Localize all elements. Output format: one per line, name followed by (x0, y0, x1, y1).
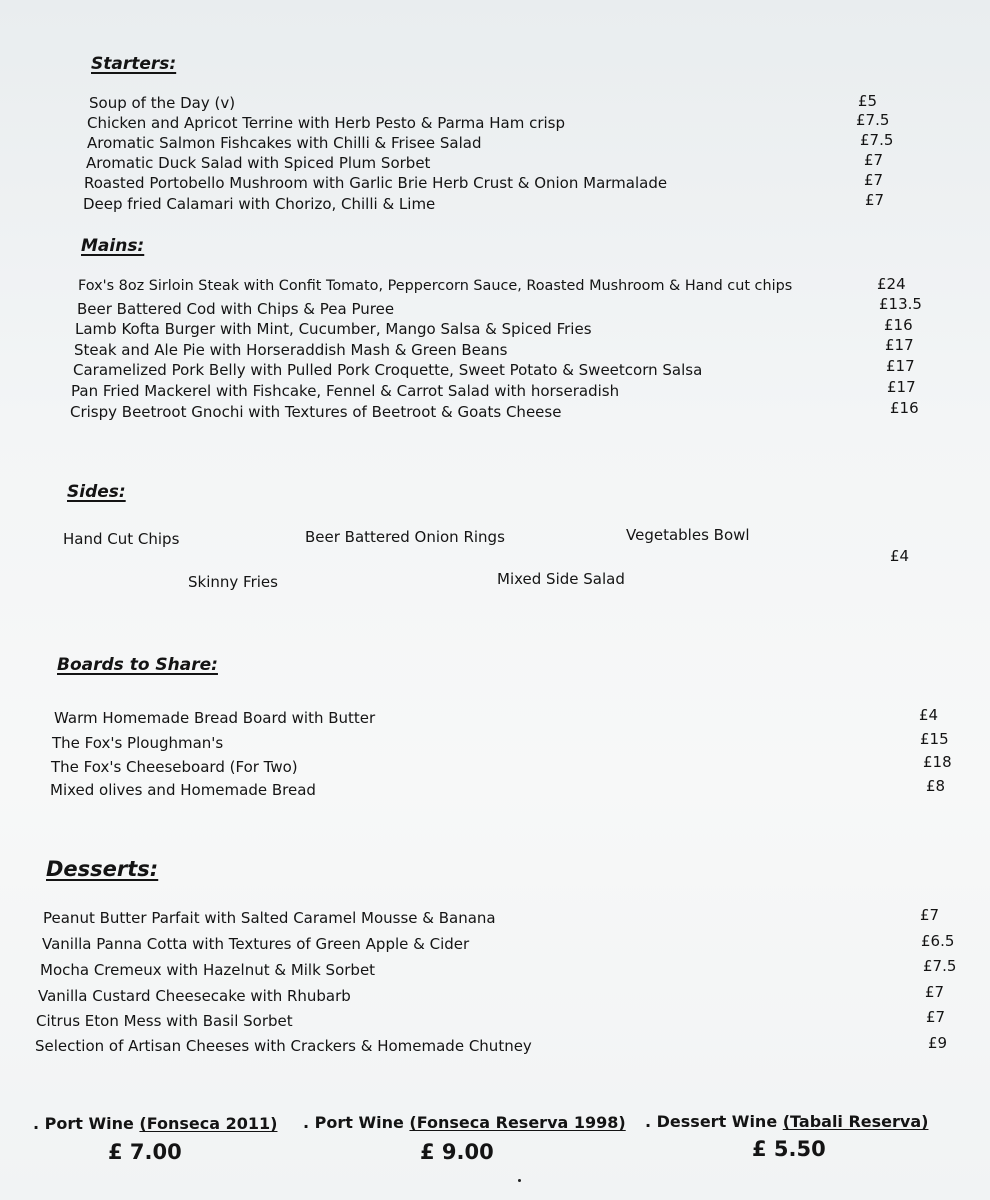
wine-item (33, 1114, 277, 1133)
menu-item-price: £17 (887, 378, 916, 396)
menu-item-price: £8 (926, 777, 946, 795)
heading-starters: Starters: (91, 54, 177, 74)
menu-item-price: £17 (885, 336, 914, 354)
menu-item-name: Warm Homemade Bread Board with Butter (54, 709, 376, 727)
menu-item-price: £6.5 (921, 932, 955, 950)
side-item: Hand Cut Chips (63, 530, 180, 548)
menu-item-name: The Fox's Ploughman's (52, 734, 224, 752)
menu-item-price: £9 (928, 1034, 948, 1052)
heading-desserts: Desserts: (46, 857, 159, 881)
menu-item-name: Citrus Eton Mess with Basil Sorbet (36, 1012, 293, 1030)
menu-item-name: Caramelized Pork Belly with Pulled Pork Croquette, Sweet Potato & Sweetcorn Salsa (73, 361, 703, 379)
side-item: Mixed Side Salad (497, 570, 625, 588)
menu-item-name: Deep fried Calamari with Chorizo, Chilli & Lime (83, 195, 436, 213)
menu-item-name: Soup of the Day (v) (89, 94, 236, 112)
menu-item-name: Peanut Butter Parfait with Salted Caramel Mousse & Banana (43, 909, 496, 927)
wine-item (645, 1112, 928, 1131)
menu-item-name: Mocha Cremeux with Hazelnut & Milk Sorbet (40, 961, 376, 979)
wine-price: £ 7.00 (108, 1140, 182, 1164)
side-item: Beer Battered Onion Rings (305, 528, 505, 546)
decorative-dot (518, 1179, 521, 1182)
side-item: Vegetables Bowl (626, 526, 750, 544)
menu-item-price: £24 (877, 275, 906, 293)
menu-item-name: Crispy Beetroot Gnochi with Textures of Beetroot & Goats Cheese (70, 403, 562, 421)
menu-item-price: £7 (864, 171, 884, 189)
menu-item-name: Aromatic Duck Salad with Spiced Plum Sorbet (86, 154, 431, 172)
wine-label: . Port Wine (303, 1113, 410, 1132)
wine-item (303, 1113, 626, 1132)
menu-item-price: £5 (858, 92, 878, 110)
wine-detail: (Tabali Reserva) (782, 1112, 929, 1131)
menu-item-name: Beer Battered Cod with Chips & Pea Puree (77, 300, 395, 318)
menu-item-name: Fox's 8oz Sirloin Steak with Confit Tomato, Peppercorn Sauce, Roasted Mushroom & Hand cut chips (78, 278, 793, 294)
menu-item-name: Vanilla Panna Cotta with Textures of Green Apple & Cider (42, 935, 470, 953)
menu-item-price: £15 (920, 730, 949, 748)
wine-detail: (Fonseca Reserva 1998) (409, 1113, 626, 1132)
wine-detail: (Fonseca 2011) (139, 1114, 278, 1133)
menu-item-name: Roasted Portobello Mushroom with Garlic Brie Herb Crust & Onion Marmalade (84, 174, 668, 192)
menu-item-price: £7.5 (923, 957, 957, 975)
menu-item-price: £7 (920, 906, 940, 924)
menu-item-name: Chicken and Apricot Terrine with Herb Pesto & Parma Ham crisp (87, 114, 566, 132)
menu-item-price: £17 (886, 357, 915, 375)
menu-item-price: £18 (923, 753, 952, 771)
menu-item-name: Steak and Ale Pie with Horseraddish Mash & Green Beans (74, 341, 508, 359)
heading-mains: Mains: (81, 236, 145, 256)
menu-item-price: £7.5 (856, 111, 890, 129)
menu-item-price: £7.5 (860, 131, 894, 149)
wine-price: £ 9.00 (420, 1140, 494, 1164)
side-item: Skinny Fries (188, 573, 278, 591)
heading-sides: Sides: (67, 482, 126, 502)
menu-item-price: £7 (926, 1008, 946, 1026)
menu-item-price: £16 (890, 399, 919, 417)
menu-item-name: Lamb Kofta Burger with Mint, Cucumber, Mango Salsa & Spiced Fries (75, 320, 592, 338)
menu-item-price: £16 (884, 316, 913, 334)
menu-item-name: Pan Fried Mackerel with Fishcake, Fennel & Carrot Salad with horseradish (71, 382, 620, 400)
wine-label: . Port Wine (33, 1114, 140, 1133)
menu-item-price: £7 (864, 151, 884, 169)
menu-item-price: £7 (925, 983, 945, 1001)
menu-item-name: Vanilla Custard Cheesecake with Rhubarb (38, 987, 351, 1005)
wine-price: £ 5.50 (752, 1137, 826, 1161)
sides-price: £4 (890, 547, 910, 565)
menu-item-name: Selection of Artisan Cheeses with Crackers & Homemade Chutney (35, 1037, 532, 1055)
wine-label: . Dessert Wine (645, 1112, 783, 1131)
heading-boards-to-share: Boards to Share: (57, 655, 218, 675)
menu-item-name: Aromatic Salmon Fishcakes with Chilli & Frisee Salad (87, 134, 482, 152)
menu-item-price: £4 (919, 706, 939, 724)
menu-item-price: £13.5 (879, 295, 922, 313)
menu-item-name: The Fox's Cheeseboard (For Two) (51, 758, 298, 776)
menu-item-price: £7 (865, 191, 885, 209)
menu-item-name: Mixed olives and Homemade Bread (50, 781, 316, 799)
